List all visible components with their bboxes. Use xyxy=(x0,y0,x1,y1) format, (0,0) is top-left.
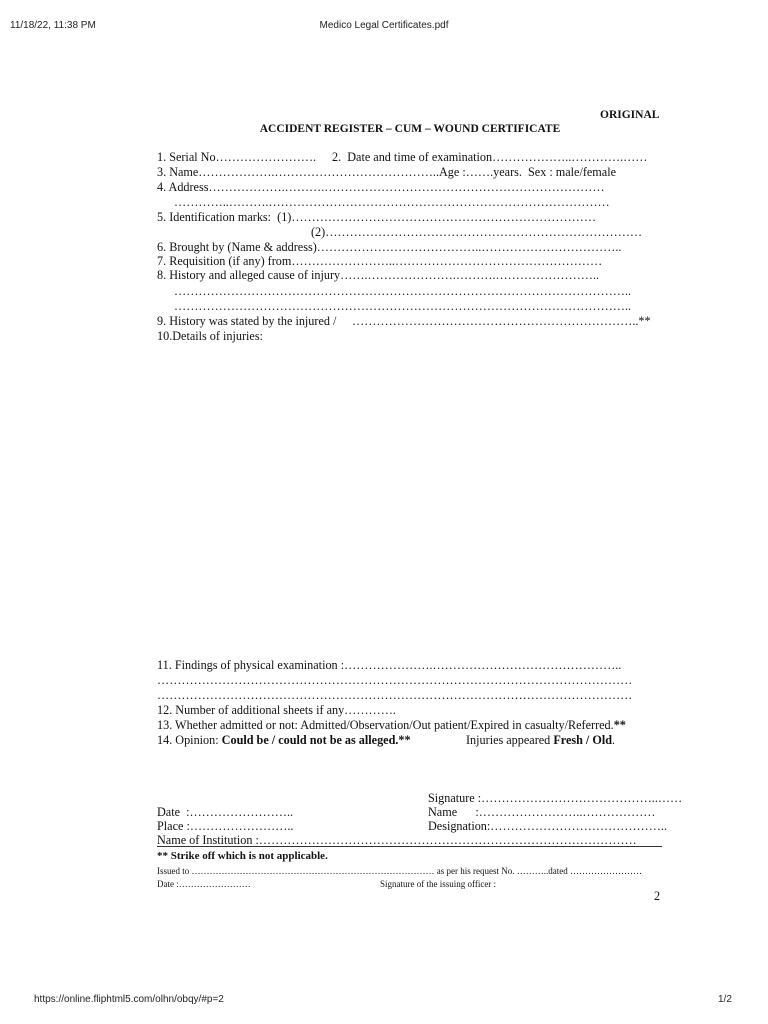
history-stated-by-field: ……………………………………………………………..** xyxy=(352,314,651,328)
section-divider xyxy=(157,846,662,847)
address-field: 4. Address……………….……….…………………………………………………………… xyxy=(157,180,605,194)
injury-details-heading: 10.Details of injuries: xyxy=(157,329,263,343)
physical-findings-field: 11. Findings of physical examination :………………….……………………………………….. xyxy=(157,658,622,672)
exam-datetime-field: 2. Date and time of examination………………..………….…… xyxy=(332,150,648,164)
injury-age-label: Injuries appeared xyxy=(466,733,554,747)
history-cause-cont-1: ………………………………………………………………………………………………….. xyxy=(174,284,632,298)
date-field: Date :…………………….. xyxy=(157,805,294,819)
injury-age-choice: Fresh / Old xyxy=(553,733,613,747)
opinion-choice: Could be / could not be as alleged.** xyxy=(221,733,411,747)
admission-strike-mark: ** xyxy=(613,718,626,732)
address-field-cont: …………..……….………………………………………………………………………… xyxy=(174,195,610,209)
physical-findings-cont-2: ……………………………………………………………………………………………………… xyxy=(157,688,633,702)
strike-off-note: ** Strike off which is not applicable. xyxy=(157,850,328,862)
identification-mark-2: (2)…………………………………………………………………… xyxy=(311,225,643,239)
opinion-line xyxy=(157,733,411,747)
print-datetime: 11/18/22, 11:38 PM xyxy=(10,20,96,31)
signer-name-field: Name :……………………..……………… xyxy=(428,805,656,819)
signature-field: Signature :……………………………………..…… xyxy=(428,791,683,805)
institution-field: Name of Institution :………………………………………………………………………………… xyxy=(157,833,637,847)
requisition-field: 7. Requisition (if any) from……………………..…………………………………………… xyxy=(157,254,603,268)
issued-to-line: Issued to ……………………………………………………………………… as per his request No. ………..dated …………………… xyxy=(157,866,642,876)
opinion-label: 14. Opinion: xyxy=(157,733,222,747)
admission-status-line xyxy=(157,718,626,732)
place-field: Place :…………………….. xyxy=(157,819,294,833)
certificate-title: ACCIDENT REGISTER – CUM – WOUND CERTIFICATE xyxy=(259,123,561,135)
print-doc-title: Medico Legal Certificates.pdf xyxy=(319,20,449,31)
physical-findings-cont-1: ……………………………………………………………………………………………………… xyxy=(157,673,633,687)
designation-field: Designation:…………………………………….. xyxy=(428,819,668,833)
brought-by-field: 6. Brought by (Name & address)…………………………………..…………………………….. xyxy=(157,240,622,254)
serial-no-field: 1. Serial No……………………. xyxy=(157,150,317,164)
name-age-sex-field: 3. Name……………….…………………………………..Age :…….years. Sex : male/female xyxy=(157,165,616,179)
history-cause-field: 8. History and alleged cause of injury…….………………….……….…………………….. xyxy=(157,268,600,282)
identification-mark-1: 5. Identification marks: (1)………………………………………………………………… xyxy=(157,210,597,224)
history-cause-cont-2: ………………………………………………………………………………………………….. xyxy=(174,299,632,313)
print-page-count: 1/2 xyxy=(718,994,732,1005)
print-url: https://online.fliphtml5.com/olhn/obqy/#p=2 xyxy=(34,994,224,1005)
page-number: 2 xyxy=(654,889,661,903)
admission-status-text: 13. Whether admitted or not: Admitted/Observation/Out patient/Expired in casualty/Referred. xyxy=(157,718,614,732)
injury-age-end: . xyxy=(612,733,616,747)
original-label: ORIGINAL xyxy=(600,109,660,121)
history-stated-by-label: 9. History was stated by the injured / xyxy=(157,314,337,328)
additional-sheets-field: 12. Number of additional sheets if any…………. xyxy=(157,703,396,717)
issuing-officer-signature: Signature of the issuing officer : xyxy=(380,879,497,889)
issue-date-line: Date :…………………… xyxy=(157,879,251,889)
injury-age-line xyxy=(466,733,615,747)
